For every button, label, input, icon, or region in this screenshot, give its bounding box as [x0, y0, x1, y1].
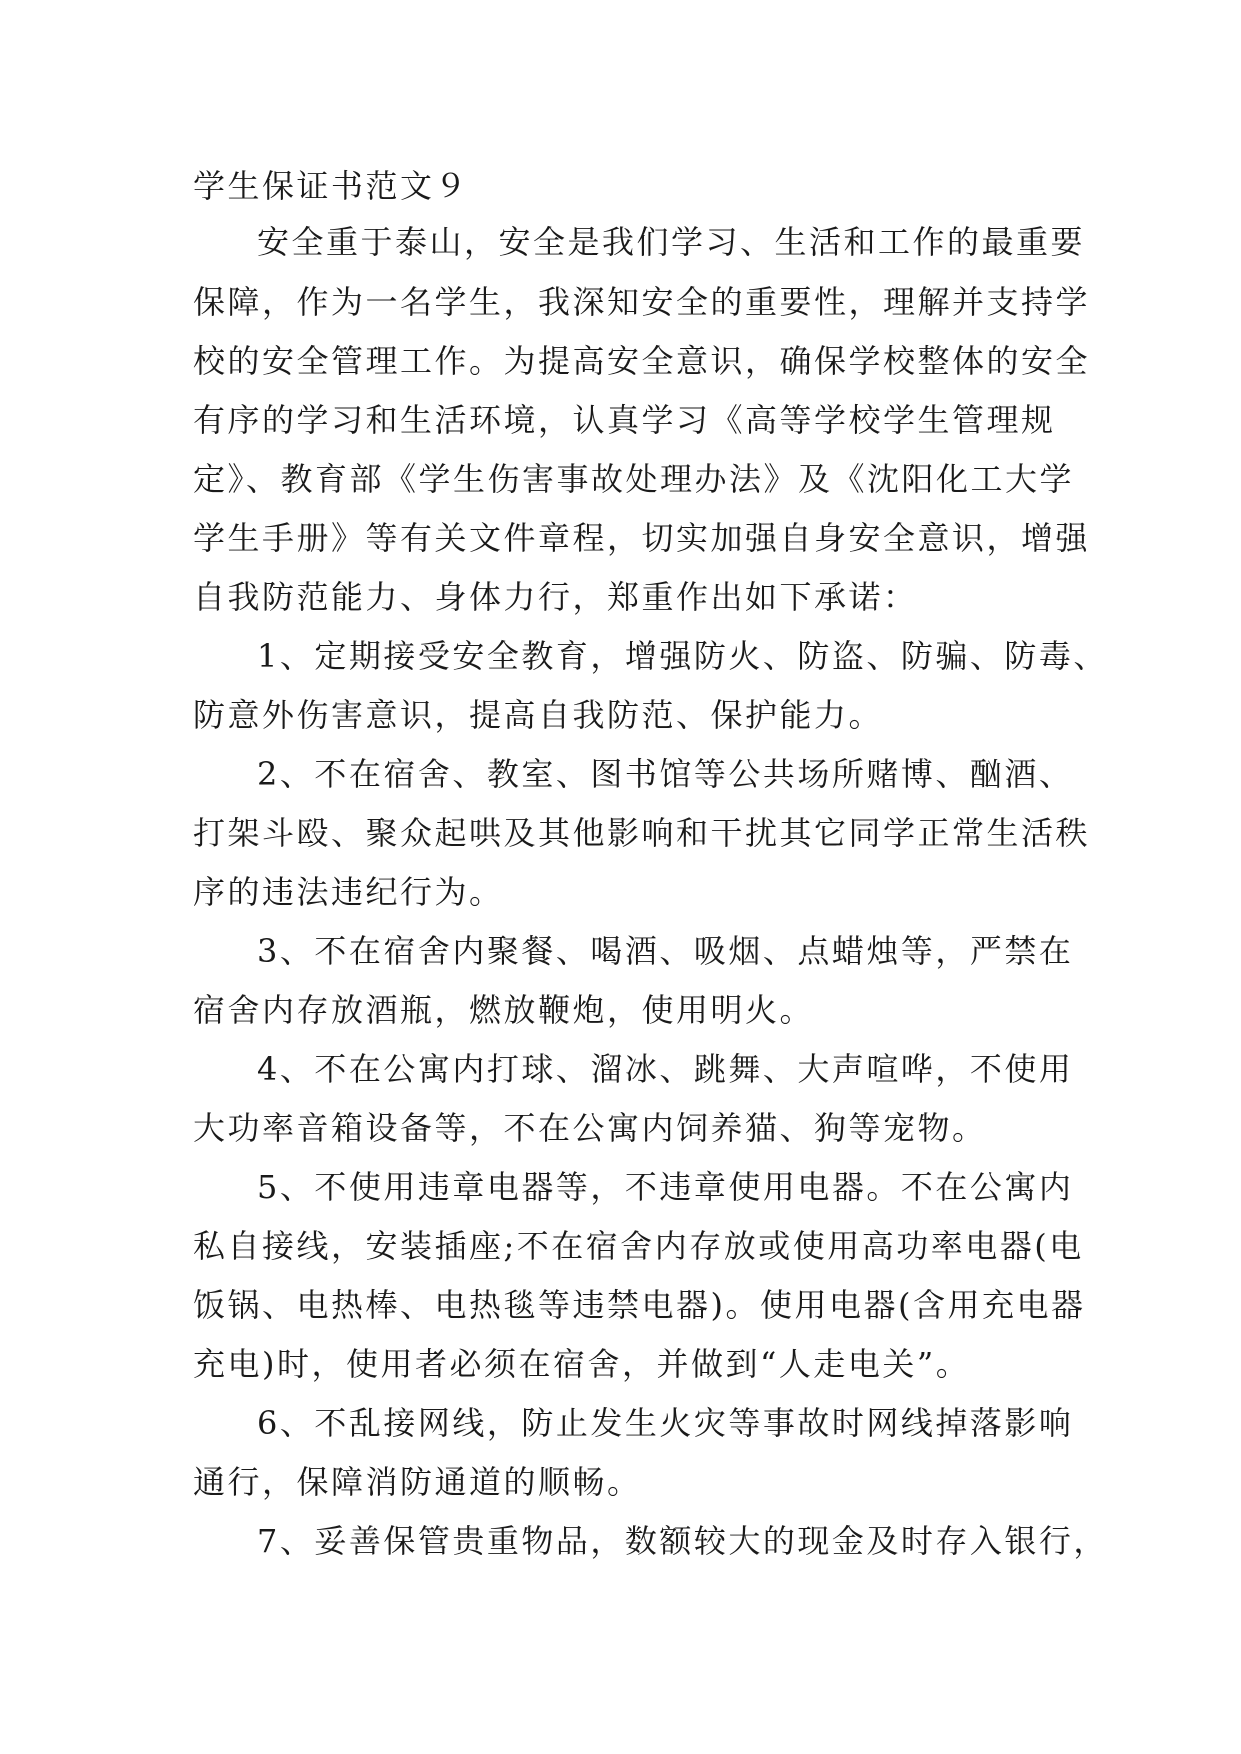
- list-item-line: 6、不乱接网线，防止发生火灾等事故时网线掉落影响: [257, 1404, 1074, 1442]
- paragraph-line: 有序的学习和生活环境，认真学习《高等学校学生管理规: [193, 401, 1056, 439]
- list-item-line: 饭锅、电热棒、电热毯等违禁电器)。使用电器(含用充电器: [193, 1286, 1086, 1324]
- list-item-line: 防意外伤害意识，提高自我防范、保护能力。: [193, 696, 884, 734]
- list-item-line: 打架斗殴、聚众起哄及其他影响和干扰其它同学正常生活秩: [193, 814, 1091, 852]
- list-item-line: 3、不在宿舍内聚餐、喝酒、吸烟、点蜡烛等，严禁在: [257, 932, 1074, 970]
- paragraph-line: 定》、教育部《学生伤害事故处理办法》及《沈阳化工大学: [193, 460, 1075, 498]
- list-item-line: 2、不在宿舍、教室、图书馆等公共场所赌博、酗酒、: [257, 755, 1074, 793]
- list-item-line: 4、不在公寓内打球、溜冰、跳舞、大声喧哗，不使用: [257, 1050, 1074, 1088]
- paragraph-line: 保障，作为一名学生，我深知安全的重要性，理解并支持学: [193, 283, 1091, 321]
- list-item-line: 通行，保障消防通道的顺畅。: [193, 1463, 642, 1501]
- list-item-line: 7、妥善保管贵重物品，数额较大的现金及时存入银行，: [257, 1522, 1108, 1560]
- paragraph-line: 自我防范能力、身体力行，郑重作出如下承诺：: [193, 578, 918, 616]
- paragraph-line: 安全重于泰山，安全是我们学习、生活和工作的最重要: [257, 223, 1086, 261]
- list-item-line: 序的违法违纪行为。: [193, 873, 504, 911]
- paragraph-line: 校的安全管理工作。为提高安全意识，确保学校整体的安全: [193, 342, 1091, 380]
- list-item-line: 大功率音箱设备等，不在公寓内饲养猫、狗等宠物。: [193, 1109, 987, 1147]
- list-item-line: 5、不使用违章电器等，不违章使用电器。不在公寓内: [257, 1168, 1074, 1206]
- paragraph-line: 学生手册》等有关文件章程，切实加强自身安全意识，增强: [193, 519, 1091, 557]
- list-item-line: 私自接线，安装插座;不在宿舍内存放或使用高功率电器(电: [193, 1227, 1084, 1265]
- list-item-line: 充电)时，使用者必须在宿舍，并做到“人走电关”。: [193, 1345, 971, 1383]
- list-item-line: 宿舍内存放酒瓶，燃放鞭炮，使用明火。: [193, 991, 815, 1029]
- list-item-line: 1、定期接受安全教育，增强防火、防盗、防骗、防毒、: [257, 637, 1108, 675]
- document-title: 学生保证书范文９: [193, 167, 470, 205]
